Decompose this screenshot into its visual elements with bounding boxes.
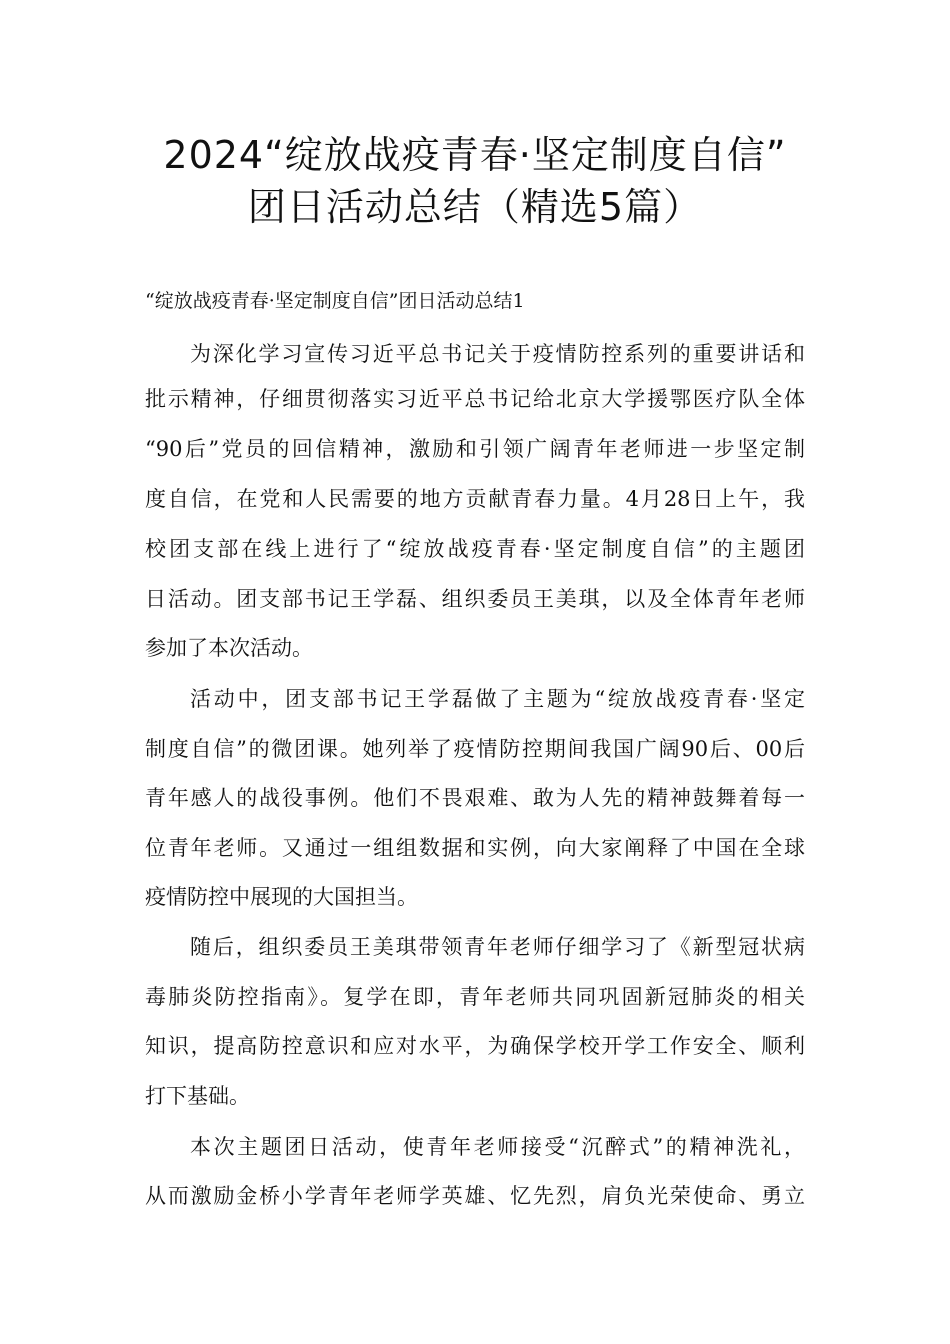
paragraph-4-line: 本次主题团日活动，使青年老师接受“沉醉式”的精神洗礼， xyxy=(190,1135,805,1159)
paragraph-4-line: 从而激励金桥小学青年老师学英雄、忆先烈，肩负光荣使命、勇立 xyxy=(145,1184,805,1208)
paragraph-1-line: 批示精神，仔细贯彻落实习近平总书记给北京大学援鄂医疗队全体 xyxy=(145,387,805,411)
paragraph-3-line: 毒肺炎防控指南》。复学在即，青年老师共同巩固新冠肺炎的相关 xyxy=(145,985,805,1009)
paragraph-1-line: 度自信，在党和人民需要的地方贡献青春力量。4月28日上午，我 xyxy=(145,487,805,511)
paragraph-2-line: 制度自信”的微团课。她列举了疫情防控期间我国广阔90后、00后 xyxy=(145,737,805,761)
paragraph-1-line: 日活动。团支部书记王学磊、组织委员王美琪，以及全体青年老师 xyxy=(145,587,805,611)
paragraph-1-line: 参加了本次活动。 xyxy=(145,636,313,660)
paragraph-2-line: 活动中，团支部书记王学磊做了主题为“绽放战疫青春·坚定 xyxy=(190,687,805,711)
document-title-line-1: 2024“绽放战疫青春·坚定制度自信” xyxy=(163,133,787,177)
paragraph-1-line: 校团支部在线上进行了“绽放战疫青春·坚定制度自信”的主题团 xyxy=(145,537,805,561)
paragraph-3-line: 随后，组织委员王美琪带领青年老师仔细学习了《新型冠状病 xyxy=(190,935,805,959)
paragraph-2-line: 疫情防控中展现的大国担当。 xyxy=(145,885,418,909)
paragraph-3-line: 知识，提高防控意识和应对水平，为确保学校开学工作安全、顺利 xyxy=(145,1034,805,1058)
paragraph-1-line: 为深化学习宣传习近平总书记关于疫情防控系列的重要讲话和 xyxy=(190,342,805,366)
document-title-line-2: 团日活动总结（精选5篇） xyxy=(247,185,703,229)
paragraph-2-line: 位青年老师。又通过一组组数据和实例，向大家阐释了中国在全球 xyxy=(145,836,805,860)
paragraph-3-line: 打下基础。 xyxy=(145,1084,250,1108)
paragraph-1-line: “90后”党员的回信精神，激励和引领广阔青年老师进一步坚定制 xyxy=(145,437,805,461)
section-heading: “绽放战疫青春·坚定制度自信”团日活动总结1 xyxy=(145,290,525,312)
paragraph-2-line: 青年感人的战役事例。他们不畏艰难、敢为人先的精神鼓舞着每一 xyxy=(145,786,805,810)
